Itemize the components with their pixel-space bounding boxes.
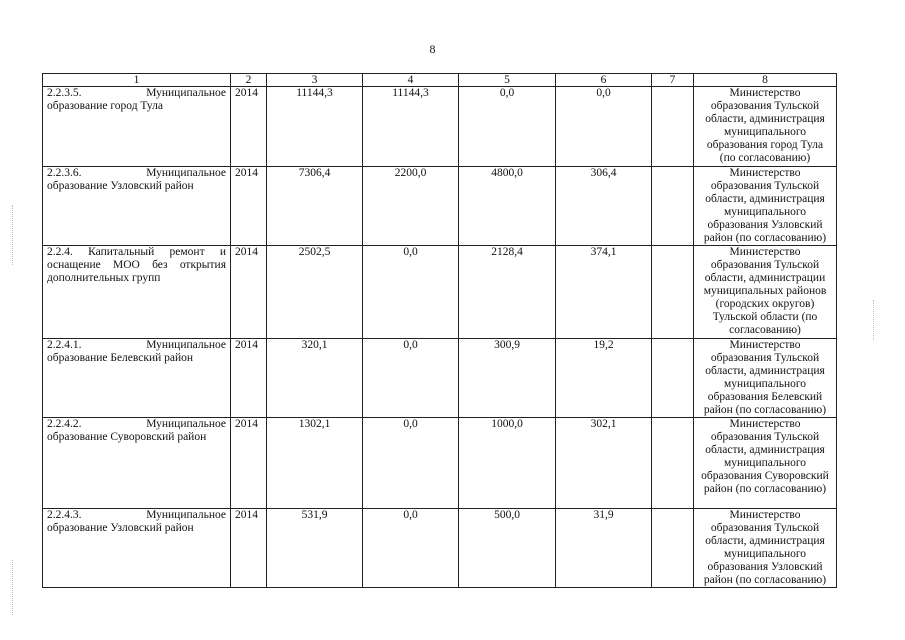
row-year: 2014 [231, 246, 267, 339]
row-executor: Министерство образования Тульской области, администрация муниципального образования Узловский район (по согласованию) [694, 167, 837, 246]
program-table [42, 73, 837, 588]
row-value-c4: 11144,3 [363, 87, 459, 167]
row-value-c5: 500,0 [459, 509, 556, 588]
row-executor: Министерство образования Тульской области, администрация муниципального образования Узловский район (по согласованию) [694, 509, 837, 588]
table-row [43, 167, 837, 246]
row-value-c6: 0,0 [556, 87, 652, 167]
row-name: 2.2.3.6. Муниципальное образование Узловский район [43, 167, 231, 246]
row-value-c4: 0,0 [363, 339, 459, 418]
row-value-c5: 1000,0 [459, 418, 556, 509]
row-value-c6: 19,2 [556, 339, 652, 418]
row-name: 2.2.4. Капитальный ремонт и оснащение МОО без открытия дополнительных групп [43, 246, 231, 339]
row-value-c4: 2200,0 [363, 167, 459, 246]
row-name: 2.2.4.3. Муниципальное образование Узловский район [43, 509, 231, 588]
column-header: 2 [231, 74, 267, 87]
scan-margin-mark [12, 205, 14, 265]
column-header: 5 [459, 74, 556, 87]
row-year: 2014 [231, 509, 267, 588]
table-row [43, 509, 837, 588]
row-value-total: 7306,4 [267, 167, 363, 246]
row-value-c7 [652, 246, 694, 339]
row-value-c7 [652, 87, 694, 167]
column-header: 7 [652, 74, 694, 87]
row-value-c7 [652, 167, 694, 246]
row-value-total: 11144,3 [267, 87, 363, 167]
row-value-c5: 4800,0 [459, 167, 556, 246]
row-executor: Министерство образования Тульской области, администрации муниципальных районов (городских округов) Тульской области (по согласованию) [694, 246, 837, 339]
row-value-total: 2502,5 [267, 246, 363, 339]
row-value-c5: 2128,4 [459, 246, 556, 339]
table-row [43, 418, 837, 509]
row-value-c5: 300,9 [459, 339, 556, 418]
table-row [43, 339, 837, 418]
row-value-total: 531,9 [267, 509, 363, 588]
row-executor: Министерство образования Тульской области, администрация муниципального образования Белевский район (по согласованию) [694, 339, 837, 418]
row-year: 2014 [231, 339, 267, 418]
row-year: 2014 [231, 167, 267, 246]
column-header: 8 [694, 74, 837, 87]
row-year: 2014 [231, 418, 267, 509]
row-value-c4: 0,0 [363, 509, 459, 588]
row-value-c6: 31,9 [556, 509, 652, 588]
column-header: 4 [363, 74, 459, 87]
row-value-c4: 0,0 [363, 246, 459, 339]
row-value-total: 1302,1 [267, 418, 363, 509]
row-value-c6: 374,1 [556, 246, 652, 339]
table-row [43, 87, 837, 167]
row-name: 2.2.4.1. Муниципальное образование Белевский район [43, 339, 231, 418]
row-value-c4: 0,0 [363, 418, 459, 509]
row-value-c7 [652, 339, 694, 418]
column-header: 6 [556, 74, 652, 87]
header-row [43, 74, 837, 87]
row-year: 2014 [231, 87, 267, 167]
page-number: 8 [429, 42, 436, 56]
row-value-c7 [652, 418, 694, 509]
column-header: 1 [43, 74, 231, 87]
row-value-c7 [652, 509, 694, 588]
row-value-total: 320,1 [267, 339, 363, 418]
row-value-c5: 0,0 [459, 87, 556, 167]
row-value-c6: 306,4 [556, 167, 652, 246]
row-name: 2.2.4.2. Муниципальное образование Суворовский район [43, 418, 231, 509]
scan-margin-mark [873, 300, 875, 340]
table-row [43, 246, 837, 339]
row-executor: Министерство образования Тульской области, администрация муниципального образования город Тула (по согласованию) [694, 87, 837, 167]
column-header: 3 [267, 74, 363, 87]
row-executor: Министерство образования Тульской области, администрация муниципального образования Суворовский район (по согласованию) [694, 418, 837, 509]
row-name: 2.2.3.5. Муниципальное образование город Тула [43, 87, 231, 167]
scan-margin-mark [12, 560, 14, 615]
row-value-c6: 302,1 [556, 418, 652, 509]
